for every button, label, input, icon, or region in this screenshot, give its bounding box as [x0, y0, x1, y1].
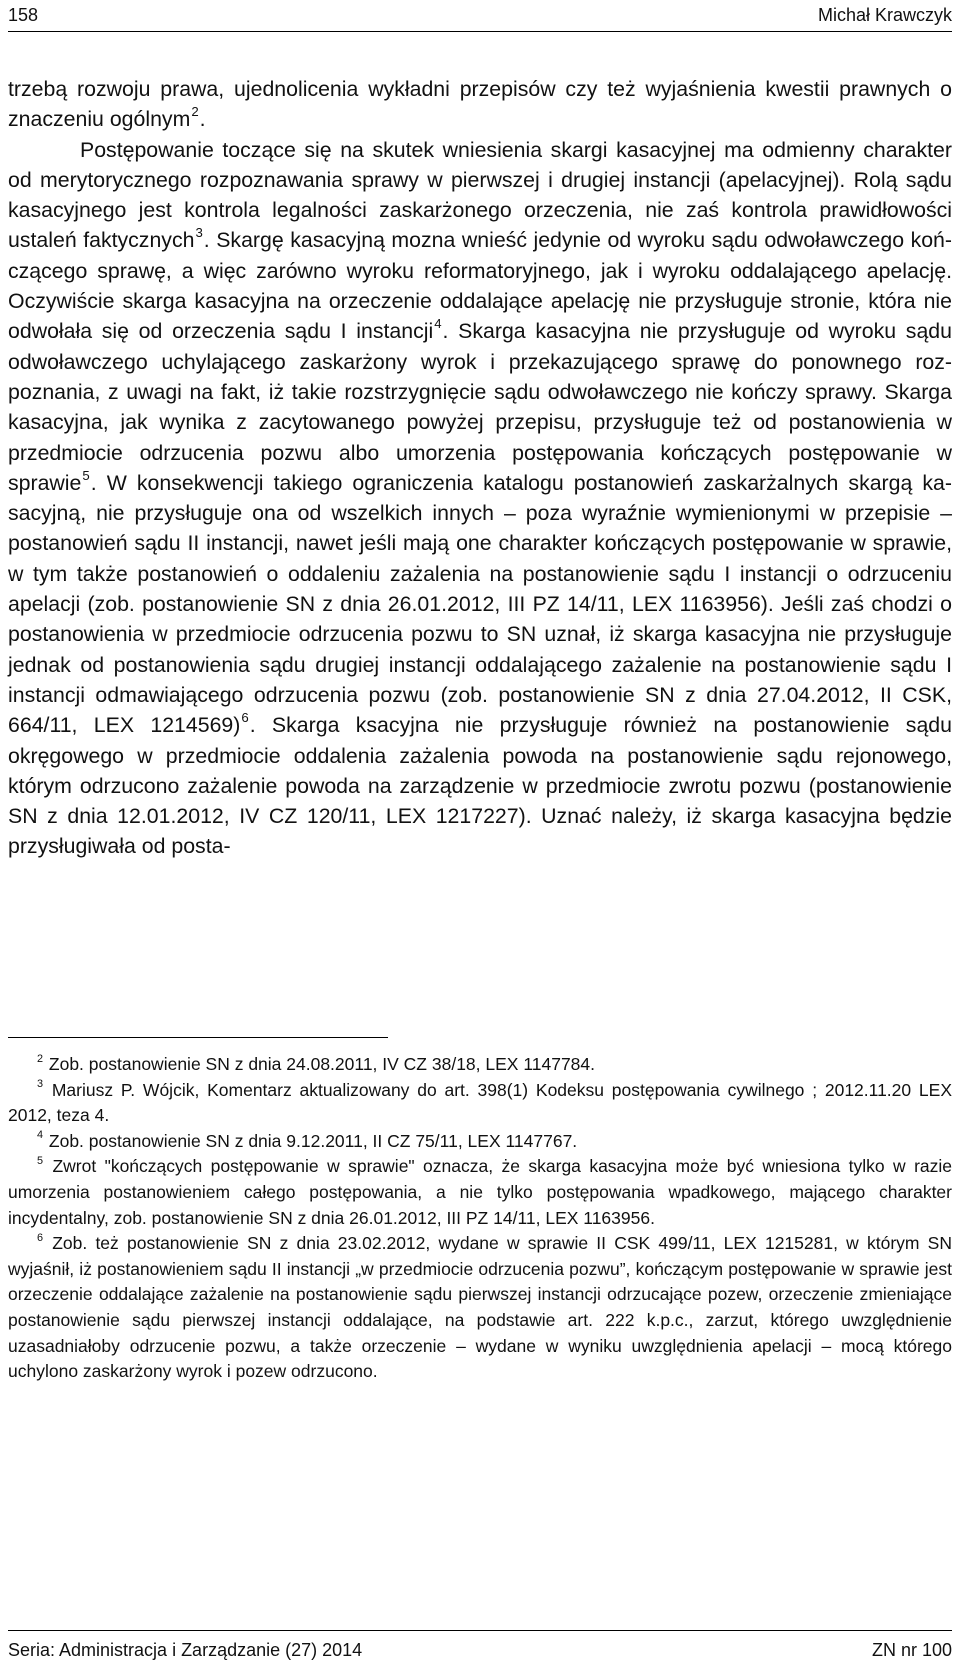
page-number: 158 [8, 5, 39, 25]
footnote-separator [8, 1037, 388, 1038]
body-text [8, 74, 952, 862]
paragraph-2: Postępowanie toczące się na skutek wniesienia skargi kasacyjnej ma odmienny charakter od merytorycznego rozpoznawania sprawy w pierwszej i drugiej instancji (apelacyjnej). Rolą sądu kasacyjnego jest kontrola legalności zaskarżonego orzeczenia, nie zaś kontrola prawidłowości ustaleń faktycznych$^3$. Skargę kasacyjną mozna wnieść jedynie od wyroku sądu odwoławczego kończącego sprawę, a więc zarówno wyroku reformatoryjnego, jak i wyroku oddalającego apelację. Oczywiście skarga kasacyjna na orzeczenie oddalające apelację nie przysługuje stronie, która nie odwołała się od orzeczenia sądu I instancji$^4$. Skarga kasacyjna nie przysługuje od wyroku sądu odwoławczego uchylającego zaskarżony wyrok i przekazującego sprawę do ponownego rozpoznania, z uwagi na fakt, iż takie rozstrzygnięcie sądu odwoławczego nie kończy sprawy. Skarga kasacyjna, jak wynika z zacytowanego powyżej przepisu, przysługuje też od postanowienia w przedmiocie odrzucenia pozwu albo umorzenia postępowania kończących postępowanie w sprawie$^5$. W konsekwencji takiego ograniczenia katalogu postanowień zaskarżalnych skargą kasacyjną, nie przysługuje ona od wszelkich innych – poza wyraźnie wymienionymi w przepisie – postanowień sądu II instancji, nawet jeśli mają one charakter kończących postępowanie w sprawie, w tym także postanowień o oddaleniu zażalenia na postanowienie sądu I instancji o odrzuceniu apelacji (zob. postanowienie SN z dnia 26.01.2012, III PZ 14/11, LEX 1163956). Jeśli zaś chodzi o postanowienia w przedmiocie odrzucenia pozwu to SN uznał, iż skarga kasacyjna nie przysługuje jednak od postanowienia sądu drugiej instancji oddalającego zażalenie na postanowienie sądu I instancji odmawiającego odrzucenia pozwu (zob. postanowienie SN z dnia 27.04.2012, II CSK, 664/11, LEX 1214569)$^6$. Skarga ksacyjna nie przysługuje również na postanowienie sądu okręgowego w przedmiocie oddalenia zażalenia powoda na postanowienie sądu rejonowego, którym odrzucono zażalenie powoda na zarządzenie w przedmiocie zwrotu pozwu (postanowienie SN z dnia 12.01.2012, IV CZ 120/11, LEX 1217227). Uznać należy, iż skarga kasacyjna będzie przysługiwała od posta- [8, 137, 952, 859]
footnote-ref-2: 2 [191, 104, 199, 120]
footnote-ref-6: 6 [241, 710, 249, 726]
issue-number: ZN nr 100 [871, 1640, 952, 1660]
running-author: Michał Krawczyk [817, 5, 952, 25]
running-header [8, 2, 952, 28]
paragraph-1: trzebą rozwoju prawa, ujednolicenia wykładni przepisów czy też wyjaśnienia kwestii prawnych o znaczeniu ogólnym$^2$. [8, 77, 952, 132]
footnote-ref-5: 5 [82, 467, 90, 483]
footnote-3: $^3$ Mariusz P. Wójcik, Komentarz aktualizowany do art. 398(1) Kodeksu postępowania cywilnego ; 2012.11.20 LEX 2012, teza 4. [8, 1078, 952, 1126]
header-rule [8, 31, 952, 32]
footnote-6: $^6$ Zob. też postanowienie SN z dnia 23.02.2012, wydane w sprawie II CSK 499/11, LEX 1215281, w którym SN wyjaśnił, iż postanowieniem sądu II instancji „w przedmiocie odrzucenia pozwu”, kończącym postępowanie w sprawie jest orzeczenie oddalające zażalenie na postanowienie sądu pierwszej instancji odrzucające pozew, orzeczenie zmieniające postanowienie sądu pierwszej instancji oddalające, na podstawie art. 222 k.p.c., zarzut, którego uwzględnienie uzasadniałoby odrzucenie pozwu, a także orzeczenie – wydane w wyniku uwzględnienia apelacji – mocą którego uchylono zaskarżony wyrok i pozew odrzucono. [8, 1231, 952, 1382]
footer-rule [8, 1630, 952, 1631]
footnote-5: $^5$ Zwrot "kończących postępowanie w sprawie" oznacza, że skarga kasacyjna może być wniesiona tylko w razie umorzenia postanowieniem całego postępowania, a nie tylko postępowania wpadkowego, mającego charakter incydentalny, zob. postanowienie SN z dnia 26.01.2012, III PZ 14/11, LEX 1163956. [8, 1154, 952, 1228]
footnotes [8, 1052, 952, 1385]
footnote-2: $^2$ Zob. postanowienie SN z dnia 24.08.2011, IV CZ 38/18, LEX 1147784. [37, 1052, 596, 1074]
footnote-ref-4: 4 [434, 316, 442, 332]
footnote-4: $^4$ Zob. postanowienie SN z dnia 9.12.2011, II CZ 75/11, LEX 1147767. [37, 1129, 578, 1151]
footnote-ref-3: 3 [195, 225, 203, 241]
series-title: Seria: Administracja i Zarządzanie (27) 2014 [8, 1640, 363, 1660]
running-footer [8, 1636, 952, 1664]
